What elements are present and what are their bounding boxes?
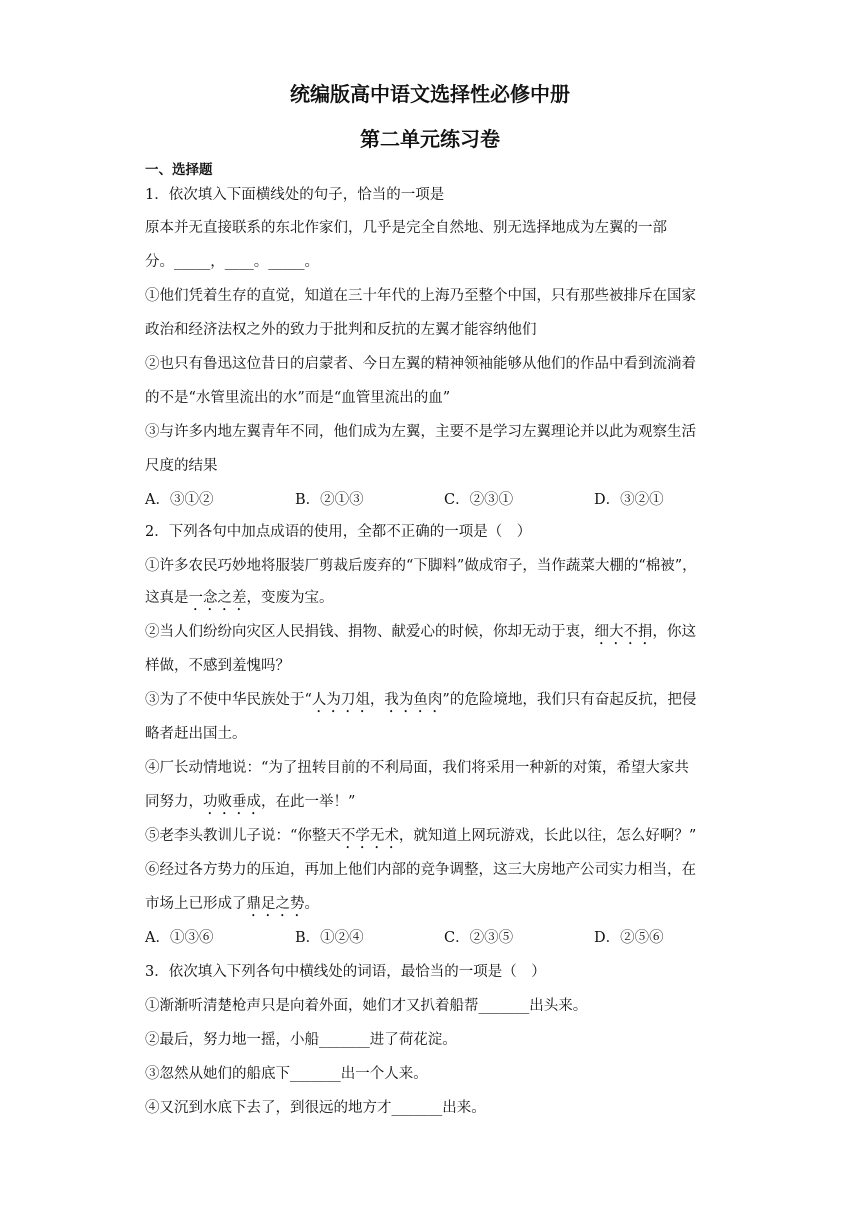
question-2-sentence-1: ①许多农民巧妙地将服装厂剪裁后废弃的“下脚料”做成帘子，当作蔬菜大棚的“棉被”，: [145, 558, 697, 574]
question-1-item-2-cont: 的不是“水管里流出的水”而是“血管里流出的血”: [145, 390, 451, 406]
question-1-item-1: ①他们凭着生存的直觉，知道在三十年代的上海乃至整个中国，只有那些被排斥在国家: [145, 288, 696, 304]
question-2-sentence-4: ④厂长动情地说：“为了扭转目前的不利局面，我们将采用一种新的对策，希望大家共: [145, 760, 689, 776]
question-3-sentence-2: ②最后，努力地一摇，小船_______进了荷花淀。: [145, 1032, 457, 1048]
question-1-item-3: ③与许多内地左翼青年不同，他们成为左翼，主要不是学习左翼理论并以此为观察生活: [145, 424, 696, 440]
option-d[interactable]: D．③②①: [594, 492, 664, 508]
question-1-passage-line: 原本并无直接联系的东北作家们，几乎是完全自然地、别无选择地成为左翼的一部: [145, 220, 667, 236]
emphasized-idiom: 人为刀俎，我为鱼肉: [311, 692, 443, 708]
question-1-passage-line: 分。_____，____。_____。: [145, 254, 319, 270]
question-1-item-2: ②也只有鲁迅这位昔日的启蒙者、今日左翼的精神领袖能够从他们的作品中看到流淌着: [145, 356, 696, 372]
question-2-sentence-3-cont: 略者赶出国土。: [145, 726, 247, 742]
question-2-sentence-3: ③为了不使中华民族处于“人为刀俎，我为鱼肉”的危险境地，我们只有奋起反抗，把侵: [145, 692, 697, 708]
emphasized-idiom: 不学无术: [340, 828, 399, 844]
document-title: 统编版高中语文选择性必修中册: [290, 82, 570, 106]
option-c[interactable]: C．②③①: [444, 492, 514, 508]
emphasized-idiom: 细大不捐: [594, 624, 653, 640]
option-a[interactable]: A．③①②: [145, 492, 214, 508]
question-2-sentence-2: ②当人们纷纷向灾区人民捐钱、捐物、献爱心的时候，你却无动于衷，细大不捐，你这: [145, 624, 696, 640]
question-1-item-3-cont: 尺度的结果: [145, 458, 218, 474]
option-d[interactable]: D．②⑤⑥: [594, 930, 664, 946]
option-b[interactable]: B．①②④: [295, 930, 364, 946]
question-2-sentence-6-cont: 市场上已形成了鼎足之势。: [145, 896, 319, 912]
option-c[interactable]: C．②③⑤: [444, 930, 514, 946]
question-3-stem: 3．依次填入下列各句中横线处的词语，最恰当的一项是（ ）: [145, 964, 546, 980]
question-2-stem: 2．下列各句中加点成语的使用，全都不正确的一项是（ ）: [145, 524, 532, 540]
question-3-sentence-3: ③忽然从她们的船底下_______出一个人来。: [145, 1066, 428, 1082]
question-3-sentence-4: ④又沉到水底下去了，到很远的地方才_______出来。: [145, 1100, 486, 1116]
section-heading: 一、选择题: [145, 162, 213, 178]
question-2-sentence-2-cont: 样做，不感到羞愧吗？: [145, 658, 290, 674]
question-3-sentence-1: ①渐渐听清楚枪声只是向着外面，她们才又扒着船帮_______出头来。: [145, 998, 588, 1014]
option-a[interactable]: A．①③⑥: [145, 930, 214, 946]
emphasized-idiom: 功败垂成: [203, 794, 261, 810]
question-1-item-1-cont: 政治和经济法权之外的致力于批判和反抗的左翼才能容纳他们: [145, 322, 537, 338]
question-2-sentence-6: ⑥经过各方势力的压迫，再加上他们内部的竞争调整，这三大房地产公司实力相当，在: [145, 862, 696, 878]
question-1-stem: 1．依次填入下面横线处的句子，恰当的一项是: [145, 187, 445, 203]
emphasized-idiom: 鼎足之势: [246, 896, 305, 912]
question-2-sentence-4-cont: 同努力，功败垂成，在此一举！”: [145, 794, 356, 810]
question-2-sentence-5: ⑤老李头教训儿子说：“你整天不学无术，就知道上网玩游戏，长此以往，怎么好啊？”: [145, 828, 697, 844]
option-b[interactable]: B．②①③: [295, 492, 364, 508]
document-subtitle: 第二单元练习卷: [360, 127, 500, 151]
emphasized-idiom: 一念之差: [188, 590, 247, 606]
question-2-sentence-1-cont: 这真是一念之差，变废为宝。: [145, 590, 334, 606]
